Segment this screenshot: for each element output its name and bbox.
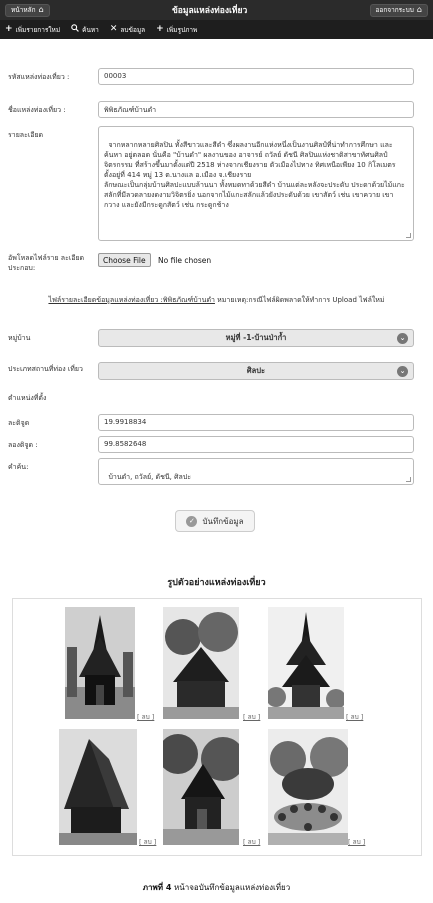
latitude-label: ละติจูด [8, 419, 30, 427]
choose-file-button[interactable]: Choose File [98, 253, 151, 267]
search-label: ค้นหา [82, 25, 99, 34]
top-bar [0, 0, 433, 20]
longitude-input[interactable]: 99.8582648 [98, 436, 414, 453]
gallery-photo [163, 729, 239, 845]
delete-image-link[interactable]: [ ลบ ] [243, 713, 261, 721]
latitude-input[interactable]: 19.9918834 [98, 414, 414, 431]
home-icon: ⌂ [38, 5, 44, 14]
resize-handle-icon[interactable] [406, 477, 411, 482]
village-select[interactable] [98, 329, 414, 347]
add-image-label: เพิ่มรูปภาพ [166, 25, 198, 34]
chevron-down-icon: ⌄ [397, 366, 408, 377]
page-title: ข้อมูลแหล่งท่องเที่ยว [171, 6, 248, 16]
upload-label: อัพโหลดไฟล์ราย ละเอียดประกอบ: [8, 254, 85, 272]
name-label: ชื่อแหล่งท่องเที่ยว : [8, 106, 66, 114]
location-label: ตำแหน่งที่ตั้ง [8, 394, 47, 402]
plus-icon: + [5, 24, 13, 34]
home-button[interactable] [5, 4, 50, 17]
save-label: บันทึกข้อมูล [202, 516, 244, 526]
delete-button[interactable] [110, 25, 145, 35]
type-value: ศิลปะ [246, 366, 266, 375]
logout-button[interactable] [370, 4, 428, 17]
figure-number: ภาพที่ 4 [142, 883, 172, 892]
figure-caption [0, 881, 433, 894]
add-new-button[interactable] [5, 25, 60, 35]
code-input[interactable]: 00003 [98, 68, 414, 85]
gallery-title: รูปตัวอย่างแหล่งท่องเที่ยว [167, 578, 266, 588]
name-input[interactable]: พิพิธภัณฑ์บ้านดำ [98, 101, 414, 118]
image-gallery [12, 598, 422, 856]
village-label: หมู่บ้าน [8, 334, 31, 342]
gallery-photo [65, 607, 135, 719]
type-label: ประเภทสถานที่ท่อง เที่ยว [8, 365, 83, 373]
search-button[interactable] [71, 24, 99, 35]
code-label: รหัสแหล่งท่องเที่ยว : [8, 73, 70, 81]
detail-file-link[interactable]: ไฟล์รายละเอียดข้อมูลแหล่งท่องเที่ยว :พิพิธภัณฑ์บ้านดำ [48, 296, 215, 304]
home-button-label: หน้าหลัก [11, 6, 36, 14]
home-icon: ⌂ [416, 5, 422, 14]
delete-image-link[interactable]: [ ลบ ] [348, 838, 366, 846]
add-new-label: เพิ่มรายการใหม่ [15, 25, 61, 34]
search-icon [71, 24, 79, 35]
type-select[interactable] [98, 362, 414, 380]
chevron-down-icon: ⌄ [397, 333, 408, 344]
check-icon: ✓ [186, 516, 197, 527]
file-note-text: หมายเหตุ:กรณีไฟล์ผิดพลาดให้ทำการ Upload ไฟล์ใหม่ [214, 296, 385, 304]
file-note [8, 295, 425, 305]
keywords-label: คำค้น: [8, 463, 29, 471]
keywords-textarea[interactable] [98, 458, 414, 485]
delete-image-link[interactable]: [ ลบ ] [346, 713, 364, 721]
detail-label: รายละเอียด [8, 131, 44, 139]
gallery-photo [268, 607, 344, 719]
gallery-photo [163, 607, 239, 719]
detail-textarea[interactable] [98, 126, 414, 241]
delete-image-link[interactable]: [ ลบ ] [139, 838, 157, 846]
village-value: หมู่ที่ -1-บ้านป่าก้ำ [225, 333, 287, 342]
plus-icon: + [156, 24, 164, 34]
close-icon: ✕ [109, 24, 118, 34]
save-button[interactable] [175, 510, 255, 532]
delete-image-link[interactable]: [ ลบ ] [137, 713, 155, 721]
toolbar [0, 20, 433, 39]
detail-text: จากหลากหลายศิลปิน ทั้งสีขาวและสีดำ ซึ่งผลงานอีกแห่งหนึ่งเป็นงานศิลป์ที่น่าทำการศึกษา และค้นหา อยู่ตลอด นั่นคือ "บ้านดำ" ผลงานของ อาจารย์ ถวัลย์ ดัชนี ศิลปินแห่งชาติสาขาทัศนศิลป์ จิตรกรรม ที่สร้างขึ้นมาตั้งแต่ปี 2518 ห่างจากเชียงราย ตัวเมืองไปทาง ทิศเหนือเพียง 10 กิโลเมตร ตั้งอยู่ที่ 414 หมู่ 13 ต.นางแล อ.เมือง จ.เชียงราย ลักษณะเป็นกลุ่มบ้านศิลปะแบบล้านนา ทั้งหมดทาด้วยสีดำ บ้านแต่ละหลังจะประดับ ประดาด้วยไม้แกะสลักที่มีลวดลายงดงามวิจิตรยิ่ง นอกจากไม้แกะสลักแล้วยังประดับด้วย เขาสัตว์ เช่น เขาควาย เขากวาง และยังมีกระดูกสัตว์ เช่น กระดูกช้าง [104, 141, 405, 209]
delete-label: ลบข้อมูล [120, 25, 146, 34]
resize-handle-icon[interactable] [406, 233, 411, 238]
figure-caption-text: หน้าจอบันทึกข้อมูลแหล่งท่องเที่ยว [171, 883, 291, 892]
delete-image-link[interactable]: [ ลบ ] [243, 838, 261, 846]
add-image-button[interactable] [156, 25, 197, 35]
gallery-photo [59, 729, 137, 845]
gallery-photo [268, 729, 348, 845]
longitude-label: ลองติจูด : [8, 441, 38, 449]
logout-button-label: ออกจากระบบ [375, 6, 414, 14]
keywords-text: บ้านดำ, ถวัลย์, ดัชนี, ศิลปะ [108, 473, 192, 481]
file-status: No file chosen [158, 256, 212, 265]
